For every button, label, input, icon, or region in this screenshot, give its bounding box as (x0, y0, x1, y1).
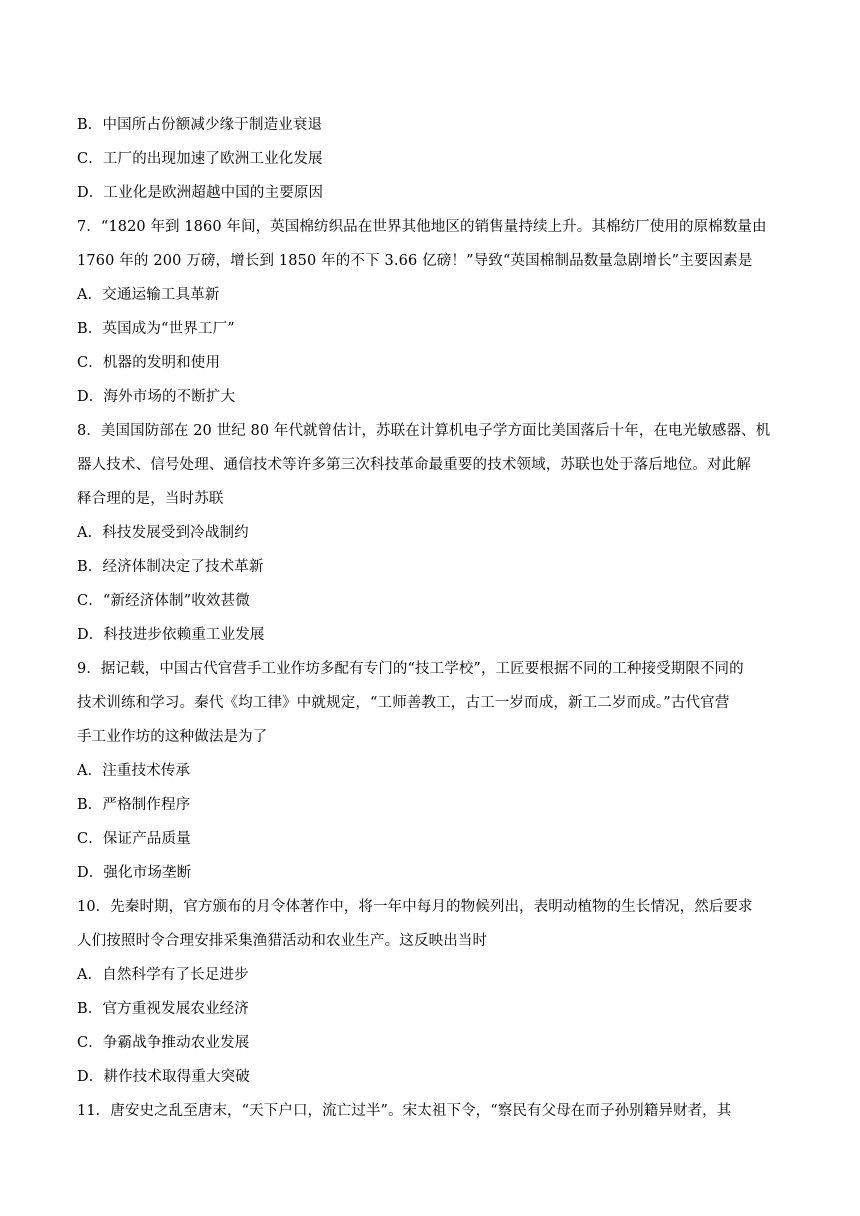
question-stem-line: 释合理的是，当时苏联 (77, 491, 224, 507)
question-11 (77, 1094, 842, 1128)
option-a: A．自然科学有了长足进步 (77, 967, 249, 983)
question-9 (77, 652, 842, 890)
question-8 (77, 414, 842, 652)
question-stem-line: 7．“1820 年到 1860 年间，英国棉纺织品在世界其他地区的销售量持续上升。其棉纺厂使用的原棉数量由 (77, 219, 767, 235)
question-stem-line: 器人技术、信号处理、通信技术等许多第三次科技革命最重要的技术领域，苏联也处于落后地位。对此解 (77, 457, 751, 473)
question-stem-line: 11．唐安史之乱至唐末，“天下户口，流亡过半”。宋太祖下令，“察民有父母在而子孙别籍异财者，其 (77, 1103, 732, 1119)
option-d: D．科技进步依赖重工业发展 (77, 627, 265, 643)
option-d: D．工业化是欧洲超越中国的主要原因 (77, 185, 324, 201)
option-c: C．争霸战争推动农业发展 (77, 1035, 250, 1051)
option-b: B．官方重视发展农业经济 (77, 1001, 249, 1017)
leading-options (77, 108, 842, 210)
question-stem-line: 8．美国国防部在 20 世纪 80 年代就曾估计，苏联在计算机电子学方面比美国落后十年，在电光敏感器、机 (77, 423, 771, 439)
option-b: B．经济体制决定了技术革新 (77, 559, 264, 575)
option-a: A．交通运输工具革新 (77, 287, 220, 303)
option-b: B．严格制作程序 (77, 797, 191, 813)
question-10 (77, 890, 842, 1094)
question-7 (77, 210, 842, 414)
question-stem-line: 10．先秦时期，官方颁布的月令体著作中，将一年中每月的物候列出，表明动植物的生长情况，然后要求 (77, 899, 753, 915)
option-c: C．机器的发明和使用 (77, 355, 221, 371)
option-b: B．中国所占份额减少缘于制造业衰退 (77, 117, 323, 133)
document-content (77, 108, 842, 1128)
option-a: A．注重技术传承 (77, 763, 191, 779)
question-stem-line: 人们按照时令合理安排采集渔猎活动和农业生产。这反映出当时 (77, 933, 488, 949)
question-stem-line: 手工业作坊的这种做法是为了 (77, 729, 268, 745)
option-d: D．强化市场垄断 (77, 865, 192, 881)
question-stem-line: 技术训练和学习。秦代《均工律》中就规定，“工师善教工，古工一岁而成，新工二岁而成。”古代官营 (77, 695, 730, 711)
option-d: D．耕作技术取得重大突破 (77, 1069, 250, 1085)
question-stem-line: 1760 年的 200 万磅，增长到 1850 年的不下 3.66 亿磅！”导致“英国棉制品数量急剧增长”主要因素是 (77, 253, 753, 269)
option-d: D．海外市场的不断扩大 (77, 389, 236, 405)
option-a: A．科技发展受到冷战制约 (77, 525, 249, 541)
question-stem-line: 9．据记载，中国古代官营手工业作坊多配有专门的“技工学校”，工匠要根据不同的工种接受期限不同的 (77, 661, 744, 677)
option-c: C．保证产品质量 (77, 831, 191, 847)
option-b: B．英国成为“世界工厂” (77, 321, 235, 337)
option-c: C．“新经济体制”收效甚微 (77, 593, 250, 609)
option-c: C．工厂的出现加速了欧洲工业化发展 (77, 151, 323, 167)
